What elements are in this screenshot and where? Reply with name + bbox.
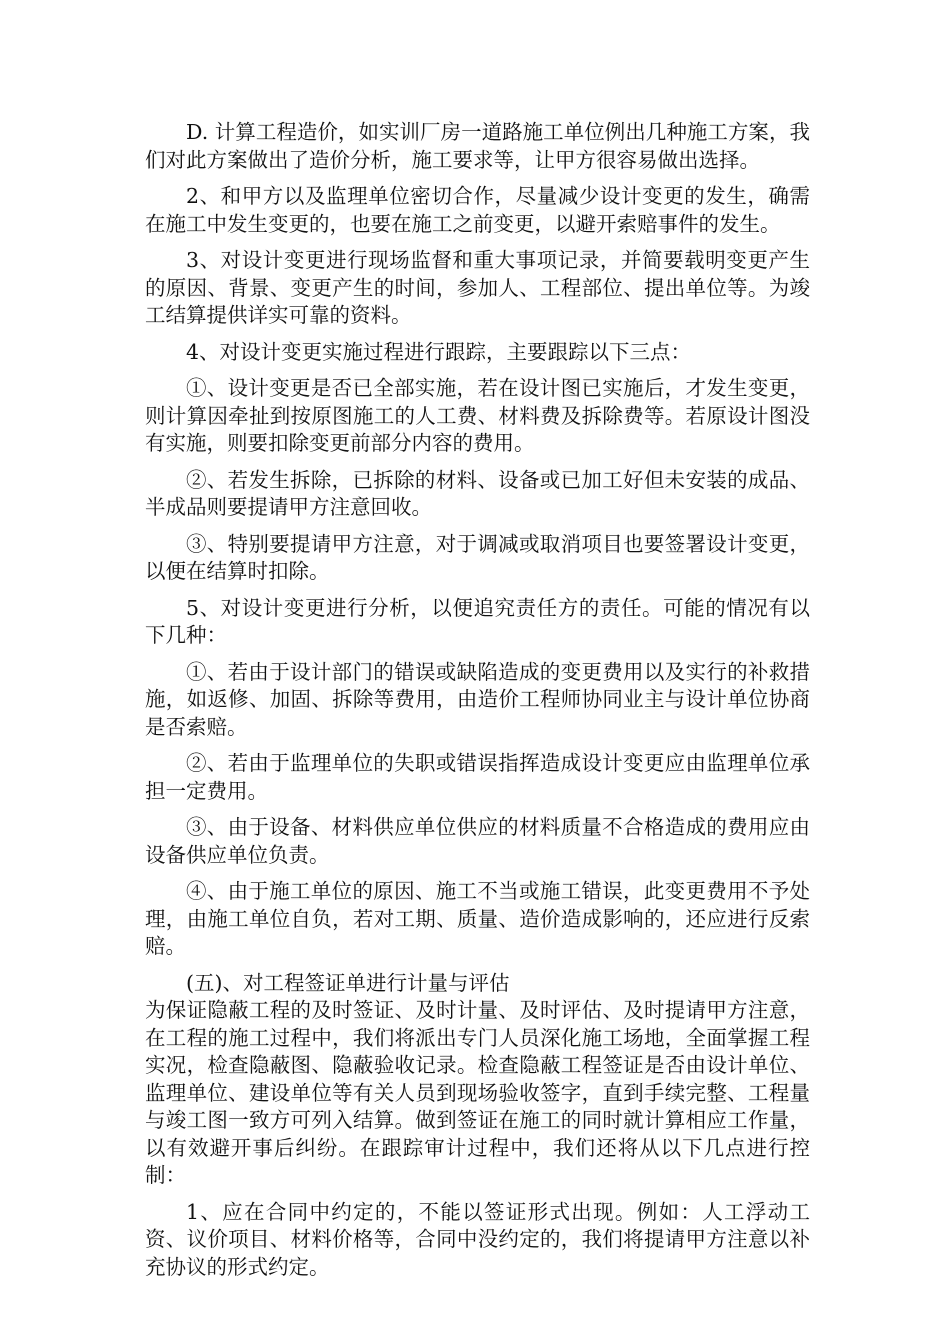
paragraph-item-5-sub-3: ③、由于设备、材料供应单位供应的材料质量不合格造成的费用应由设备供应单位负责。 [145,815,810,867]
paragraph-item-5-sub-4: ④、由于施工单位的原因、施工不当或施工错误，此变更费用不予处理，由施工单位自负，若对工期、质量、造价造成影响的，还应进行反索赔。 [145,879,810,958]
paragraph-item-5-sub-2: ②、若由于监理单位的失职或错误指挥造成设计变更应由监理单位承担一定费用。 [145,751,810,803]
section-body: 为保证隐蔽工程的及时签证、及时计量、及时评估、及时提请甲方注意，在工程的施工过程中，我们将派出专门人员深化施工场地，全面掌握工程实况，检查隐蔽图、隐蔽验收记录。检查隐蔽工程签证是否由设计单位、监理单位、建设单位等有关人员到现场验收签字，直到手续完整、工程量与竣工图一致方可列入结算。做到签证在施工的同时就计算相应工作量，以有效避开事后纠纷。在跟踪审计过程中，我们还将从以下几点进行控制： [145,998,810,1187]
paragraph-final: 1、应在合同中约定的，不能以签证形式出现。例如：人工浮动工资、议价项目、材料价格等，合同中没约定的，我们将提请甲方注意以补充协议的形式约定。 [145,1199,810,1279]
paragraph-item-4-sub-3: ③、特别要提请甲方注意，对于调减或取消项目也要签署设计变更，以便在结算时扣除。 [145,531,810,583]
document-body [145,119,810,1290]
paragraph-item-5: 5、对设计变更进行分析，以便追究责任方的责任。可能的情况有以下几种： [145,595,810,647]
paragraph-item-4-sub-2: ②、若发生拆除，已拆除的材料、设备或已加工好但未安装的成品、半成品则要提请甲方注意回收。 [145,467,810,519]
paragraph-item-3: 3、对设计变更进行现场监督和重大事项记录，并简要载明变更产生的原因、背景、变更产生的时间，参加人、工程部位、提出单位等。为竣工结算提供详实可靠的资料。 [145,248,810,327]
section-heading: (五)、对工程签证单进行计量与评估 [186,970,510,995]
paragraph-item-4-sub-1: ①、设计变更是否已全部实施，若在设计图已实施后，才发生变更，则计算因牵扯到按原图施工的人工费、材料费及拆除费等。若原设计图没有实施，则要扣除变更前部分内容的费用。 [145,376,810,455]
paragraph-item-4: 4、对设计变更实施过程进行跟踪，主要跟踪以下三点： [186,339,692,364]
paragraph-d-cost-calculation: D. 计算工程造价，如实训厂房一道路施工单位例出几种施工方案，我们对此方案做出了造价分析，施工要求等，让甲方很容易做出选择。 [145,120,810,172]
paragraph-item-2: 2、和甲方以及监理单位密切合作，尽量减少设计变更的发生，确需在施工中发生变更的，也要在施工之前变更，以避开索赔事件的发生。 [145,184,810,236]
paragraph-item-5-sub-1: ①、若由于设计部门的错误或缺陷造成的变更费用以及实行的补救措施，如返修、加固、拆除等费用，由造价工程师协同业主与设计单位协商是否索赔。 [145,659,810,739]
